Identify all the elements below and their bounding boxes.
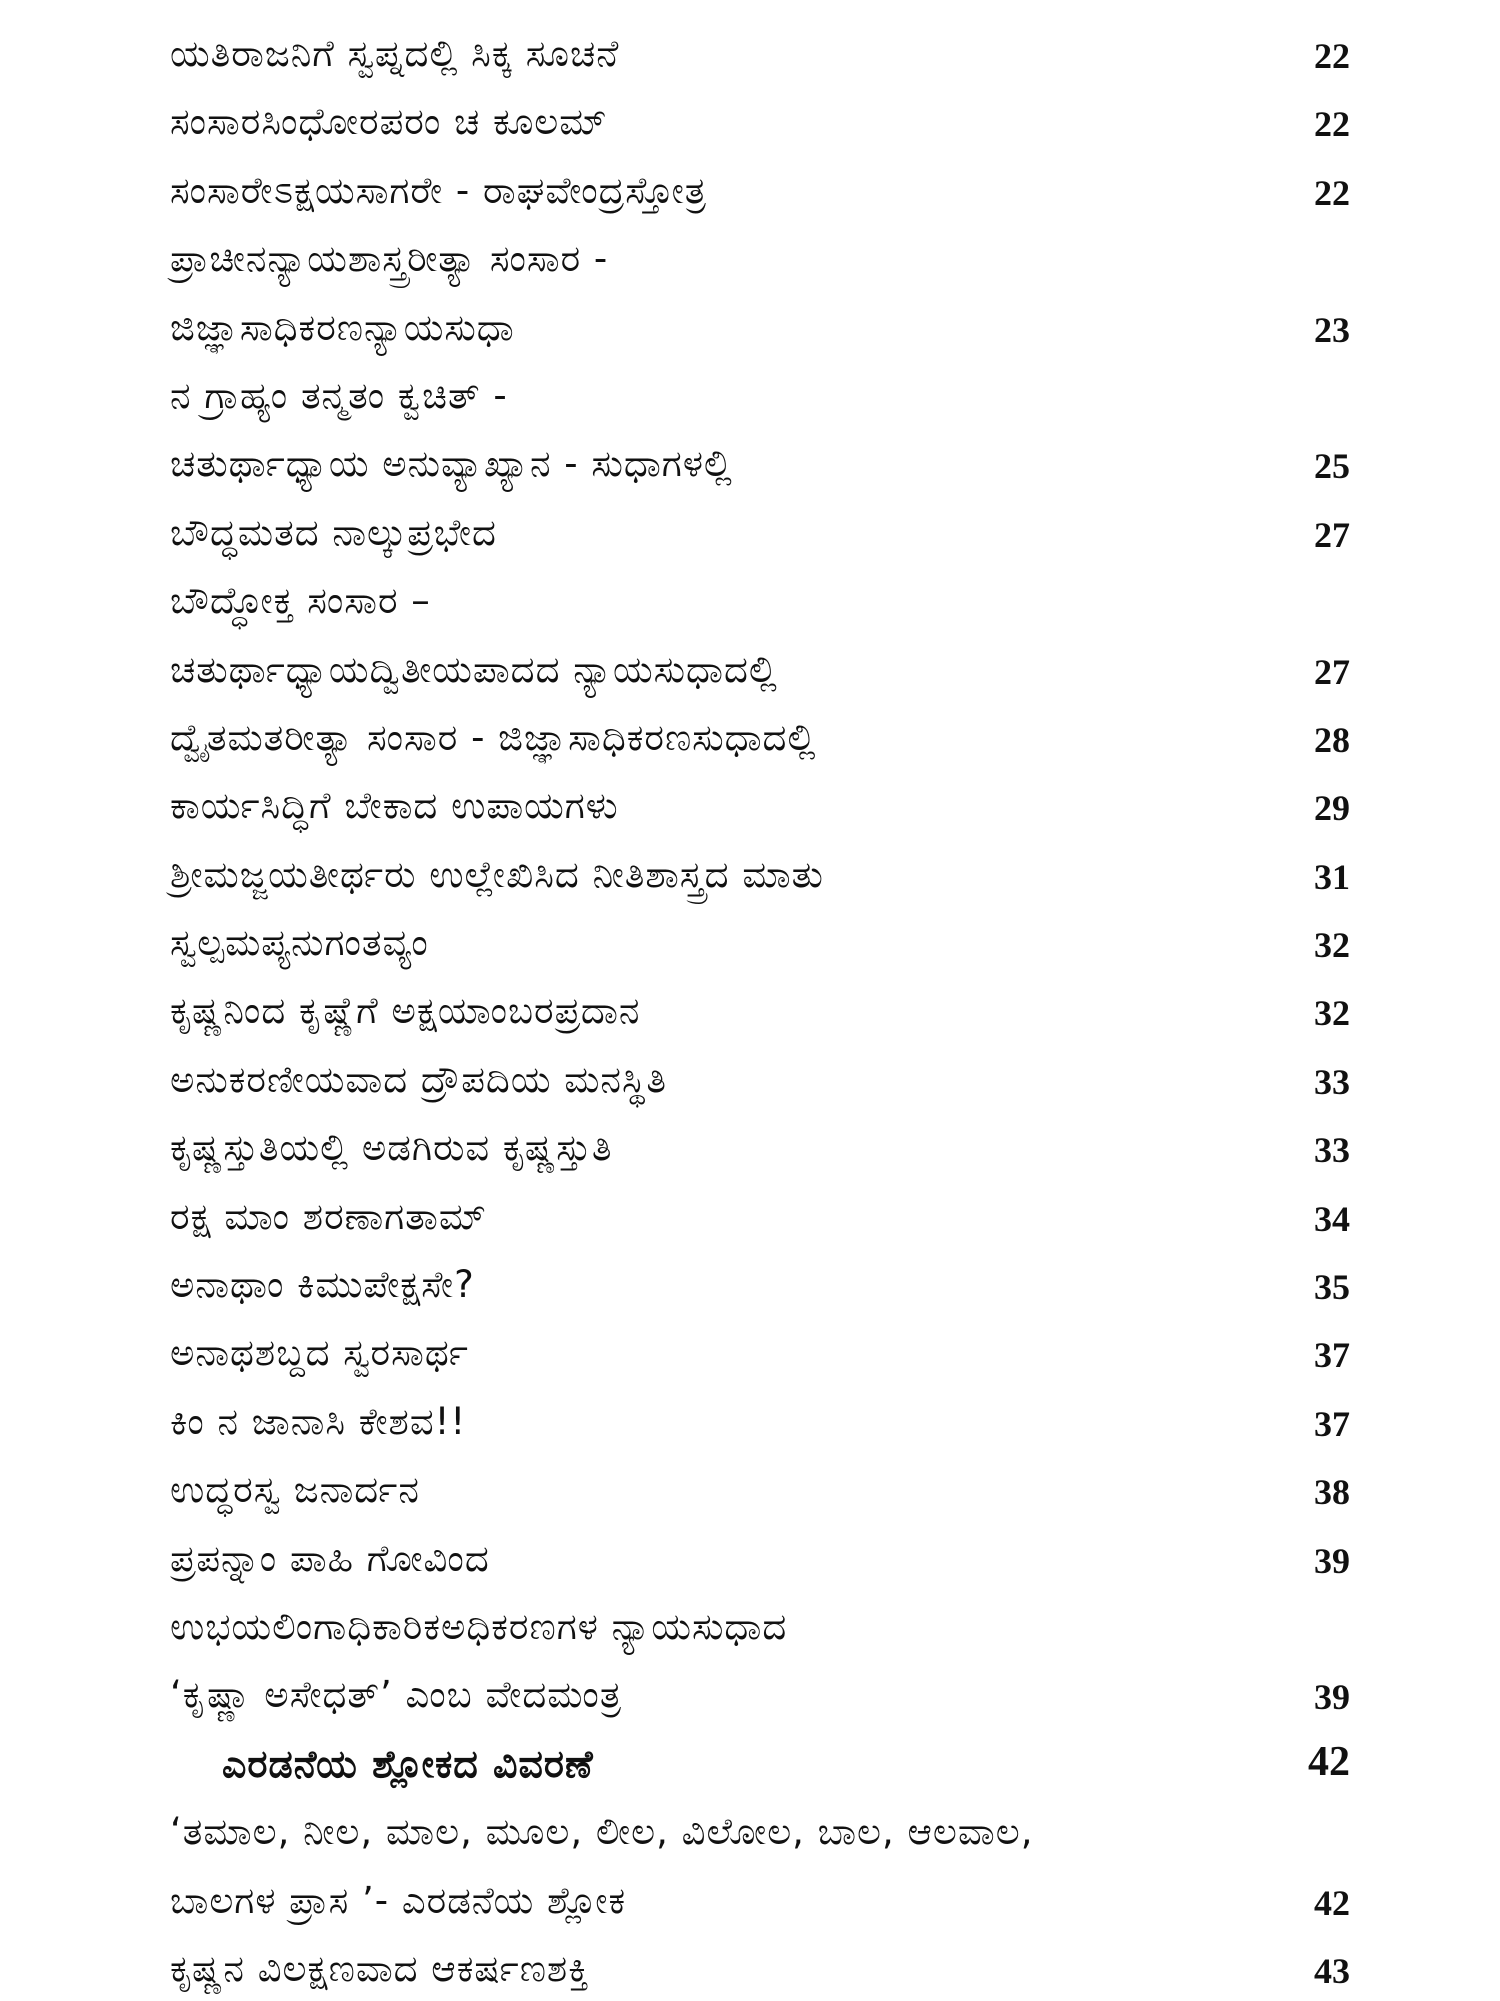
toc-entry — [0, 565, 1500, 633]
toc-entry-title: ‘ತಮಾಲ, ನೀಲ, ಮಾಲ, ಮೂಲ, ಲೀಲ, ವಿಲೋಲ, ಬಾಲ, ಆಲವಾಲ, — [170, 1810, 1034, 1854]
toc-entry-title: ಸಂಸಾರಸಿಂಧೋರಪರಂ ಚ ಕೂಲಮ್ — [170, 100, 608, 144]
toc-entry — [0, 223, 1500, 291]
toc-entry-page: 22 — [1314, 36, 1350, 76]
toc-entry — [0, 1523, 1500, 1591]
toc-entry-title: ಬೌದ್ಧಮತದ ನಾಲ್ಕುಪ್ರಭೇದ — [170, 510, 497, 554]
toc-entry — [0, 18, 1500, 86]
toc-entry — [0, 634, 1500, 702]
toc-entry-page: 37 — [1314, 1403, 1350, 1444]
toc-entry — [0, 702, 1500, 770]
toc-entry-page: 27 — [1314, 651, 1350, 692]
toc-entry-page: 32 — [1314, 993, 1350, 1034]
toc-entry — [0, 497, 1500, 565]
toc-entry-page: 23 — [1314, 309, 1350, 350]
toc-entry-page: 31 — [1314, 856, 1350, 897]
toc-entry-title: ಸ್ವಲ್ಪಮಪ್ಯನುಗಂತವ್ಯಂ — [170, 921, 429, 965]
toc-entry-title: ಶ್ರೀಮಜ್ಜಯತೀರ್ಥರು ಉಲ್ಲೇಖಿಸಿದ ನೀತಿಶಾಸ್ತ್ರದ ಮಾತು — [170, 852, 824, 896]
toc-entry-title: ಉಭಯಲಿಂಗಾಧಿಕಾರಿಕಅಧಿಕರಣಗಳ ನ್ಯಾಯಸುಧಾದ — [170, 1604, 788, 1648]
toc-entry — [0, 1933, 1500, 2001]
toc-entry-title: ಕಿಂ ನ ಜಾನಾಸಿ ಕೇಶವ!! — [170, 1399, 467, 1443]
toc-entry-title: ಉದ್ಧರಸ್ವ ಜನಾರ್ದನ — [170, 1468, 420, 1512]
toc-entry-title: ಕೃಷ್ಣನಿಂದ ಕೃಷ್ಣೆಗೆ ಅಕ್ಷಯಾಂಬರಪ್ರದಾನ — [170, 989, 641, 1033]
toc-entry — [0, 1112, 1500, 1180]
toc-entry-title: ಕಾರ್ಯಸಿದ್ಧಿಗೆ ಬೇಕಾದ ಉಪಾಯಗಳು — [170, 784, 619, 828]
toc-entry-page: 38 — [1314, 1472, 1350, 1513]
toc-entry-page: 22 — [1314, 172, 1350, 213]
toc-entry-page: 39 — [1314, 1540, 1350, 1581]
toc-entry-title: ಪ್ರಾಚೀನನ್ಯಾಯಶಾಸ್ತ್ರರೀತ್ಯಾ ಸಂಸಾರ - — [170, 237, 609, 281]
toc-entry — [0, 1659, 1500, 1727]
toc-entry-page: 43 — [1314, 1950, 1350, 1991]
toc-entry — [0, 1181, 1500, 1249]
toc-entry-title: ಅನಾಥಶಬ್ದದ ಸ್ವರಸಾರ್ಥ — [170, 1331, 469, 1375]
toc-entry-title: ಯತಿರಾಜನಿಗೆ ಸ್ವಪ್ನದಲ್ಲಿ ಸಿಕ್ಕ ಸೂಚನೆ — [170, 32, 620, 75]
toc-entry-page: 39 — [1314, 1677, 1350, 1718]
toc-entry — [0, 1386, 1500, 1454]
toc-entry-title: ‘ಕೃಷ್ಣಾ ಅಸೇಧತ್’ ಎಂಬ ವೇದಮಂತ್ರ — [170, 1673, 622, 1717]
toc-entry-page: 35 — [1314, 1267, 1350, 1308]
toc-entry-title: ಚತುರ್ಥಾಧ್ಯಾಯ ಅನುವ್ಯಾಖ್ಯಾನ - ಸುಧಾಗಳಲ್ಲಿ — [170, 442, 733, 486]
toc-entry-page: 29 — [1314, 788, 1350, 829]
toc-entry-page: 37 — [1314, 1335, 1350, 1376]
toc-entry-title: ಕೃಷ್ಣನ ವಿಲಕ್ಷಣವಾದ ಆಕರ್ಷಣಶಕ್ತಿ — [170, 1946, 590, 1990]
toc-entry — [0, 770, 1500, 838]
toc-entry-title: ಬೌದ್ಧೋಕ್ತ ಸಂಸಾರ – — [170, 579, 431, 623]
toc-entry-page: 42 — [1314, 1882, 1350, 1923]
toc-entry — [0, 155, 1500, 223]
toc-entry — [0, 907, 1500, 975]
toc-entry-page: 33 — [1314, 1061, 1350, 1102]
toc-entry — [0, 1591, 1500, 1659]
toc-entry-page: 28 — [1314, 719, 1350, 760]
toc-entry-title: ಕೃಷ್ಣಸ್ತುತಿಯಲ್ಲಿ ಅಡಗಿರುವ ಕೃಷ್ಣಸ್ತುತಿ — [170, 1126, 613, 1170]
section-heading-page: 42 — [1308, 1738, 1350, 1785]
section-heading — [0, 1728, 1500, 1796]
toc-entry-title: ಪ್ರಪನ್ನಾಂ ಪಾಹಿ ಗೋವಿಂದ — [170, 1536, 490, 1580]
toc-entry-title: ನ ಗ್ರಾಹ್ಯಂ ತನ್ಮತಂ ಕ್ವಚಿತ್ - — [170, 373, 508, 417]
toc-entry-page: 27 — [1314, 514, 1350, 555]
toc-entry-page: 22 — [1314, 104, 1350, 145]
toc-entry — [0, 1317, 1500, 1385]
toc-entry-page: 33 — [1314, 1130, 1350, 1171]
table-of-contents — [0, 18, 1500, 2001]
toc-entry-title: ದ್ವೈತಮತರೀತ್ಯಾ ಸಂಸಾರ - ಜಿಜ್ಞಾಸಾಧಿಕರಣಸುಧಾದಲ್ಲಿ — [170, 715, 817, 759]
toc-entry — [0, 1796, 1500, 1864]
toc-entry-title: ಅನಾಥಾಂ ಕಿಮುಪೇಕ್ಷಸೇ? — [170, 1263, 475, 1307]
toc-entry — [0, 839, 1500, 907]
toc-entry-title: ಸಂಸಾರೇಽಕ್ಷಯಸಾಗರೇ - ರಾಘವೇಂದ್ರಸ್ತೋತ್ರ — [170, 168, 707, 212]
toc-entry — [0, 1865, 1500, 1933]
section-heading-title: ಎರಡನೆಯ ಶ್ಲೋಕದ ವಿವರಣೆ — [222, 1741, 594, 1786]
toc-entry-title: ಬಾಲಗಳ ಪ್ರಾಸ ’- ಎರಡನೆಯ ಶ್ಲೋಕ — [170, 1878, 627, 1922]
toc-entry — [0, 86, 1500, 154]
toc-entry-page: 25 — [1314, 446, 1350, 487]
toc-entry — [0, 975, 1500, 1043]
toc-entry — [0, 360, 1500, 428]
toc-entry-title: ಅನುಕರಣೀಯವಾದ ದ್ರೌಪದಿಯ ಮನಸ್ಥಿತಿ — [170, 1057, 667, 1101]
toc-entry-title: ಜಿಜ್ಞಾಸಾಧಿಕರಣನ್ಯಾಯಸುಧಾ — [170, 305, 515, 349]
toc-entry — [0, 428, 1500, 496]
toc-entry — [0, 1454, 1500, 1522]
toc-entry-page: 34 — [1314, 1198, 1350, 1239]
toc-entry — [0, 292, 1500, 360]
toc-entry-page: 32 — [1314, 925, 1350, 966]
toc-entry-title: ರಕ್ಷ ಮಾಂ ಶರಣಾಗತಾಮ್ — [170, 1194, 488, 1238]
toc-entry — [0, 1044, 1500, 1112]
toc-entry-title: ಚತುರ್ಥಾಧ್ಯಾಯದ್ವಿತೀಯಪಾದದ ನ್ಯಾಯಸುಧಾದಲ್ಲಿ — [170, 647, 778, 691]
toc-entry — [0, 1249, 1500, 1317]
